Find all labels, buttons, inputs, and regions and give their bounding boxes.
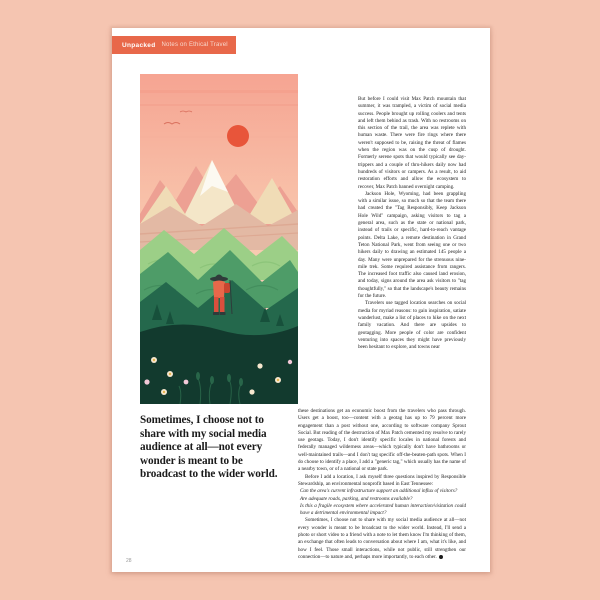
paragraph: these destinations get an economic boost from the travelers who pass through. Users get a boost, too—content with a geotag has up to 79 percent more engagement than a post without one, according to software company Sprout Social. But reading of the destruction of Max Patch cemented my resolve to rarely use geotags. Today, I don't identify specific locales in national forests and federally managed wilderness areas—which typically don't have bathrooms or well-maintained trails—and I don't tag specific off-the-beaten-path spots. When I do choose to identify a place, I add a "generic tag," which usually has the name of a nearby town, or of a national or state park. xyxy=(298,408,466,473)
magazine-page xyxy=(112,28,490,572)
page-number: 28 xyxy=(126,558,132,564)
closing-text: Sometimes, I choose not to share with my social media audience at all—not every wonder is meant to be broadcast to the wider world. Instead, I'll send a photo or short video to a friend with a note to let them know I'm thinking of them, an exchange that often leads to conversation about where I am, what it's like, and how I feel. Those small interactions, while not public, still strengthen our connection—to nature and, perhaps more importantly, to each other. xyxy=(298,517,466,560)
running-head xyxy=(112,36,236,54)
article-bottom-column xyxy=(298,408,466,561)
article-right-column xyxy=(358,96,466,351)
magazine-brand: Unpacked xyxy=(122,41,156,49)
question-item: Can the area's current infrastructure support an additional influx of visitors? xyxy=(300,488,458,495)
paragraph: Before I add a location, I ask myself three questions inspired by Responsible Stewardship, an environmental nonprofit based in East Tennessee: xyxy=(298,473,466,487)
paragraph: But before I could visit Max Patch mountain that summer, it was trampled, a victim of social media success. People brought up rolling coolers and tents and left them behind as trash. With no restrooms on this section of the trail, the area was replete with human waste. There were fire rings where there weren't supposed to be, raising the threat of flames when the region was on the cusp of drought. Formerly serene spots that would typically see day-trippers and a couple of thru-hikers daily now had hundreds of visitors or campers. As a result, to aid restoration efforts and allow the ecosystem to recover, Max Patch banned overnight camping. xyxy=(358,96,466,190)
question-item: Is this a fragile ecosystem where accelerated human interaction/visitation could have a detrimental environmental impact? xyxy=(300,502,466,517)
end-mark-icon xyxy=(439,555,443,559)
section-label: Notes on Ethical Travel xyxy=(161,42,228,48)
question-item: Are adequate roads, parking, and restrooms available? xyxy=(300,495,413,502)
pull-quote: Sometimes, I choose not to share with my social media audience at all—not every wonder is meant to be broadcast to the wider world. xyxy=(140,414,278,481)
paragraph: Travelers use tagged location searches on social media for myriad reasons: to gain inspiration, satiate wanderlust, make a list of places to hike on the next family vacation. And there are upsides to geotagging. More people of color are confident venturing into spaces they might have previously been hesitant to explore, and towns near xyxy=(358,300,466,351)
closing-paragraph xyxy=(298,517,466,561)
paragraph: Jackson Hole, Wyoming, had been grappling with a similar issue, so much so that the team there had created the "Tag Responsibly, Keep Jackson Hole Wild" campaign, asking visitors to tag a general area, such as the state or national park, instead of trails or specific, hard-to-reach vantage points. Delta Lake, a remote destination in Grand Teton National Park, went from seeing one or two hikers daily to drawing an estimated 145 people a day. Many were unprepared for the strenuous nine-mile trek. Some required assistance from rangers. The increased foot traffic also caused land erosion, and today, signs around the area ask visitors to "tag thoughtfully," so that the landscape's beauty remains for the future. xyxy=(358,190,466,300)
mountain-landscape-svg xyxy=(140,74,298,404)
illustration xyxy=(140,74,298,404)
